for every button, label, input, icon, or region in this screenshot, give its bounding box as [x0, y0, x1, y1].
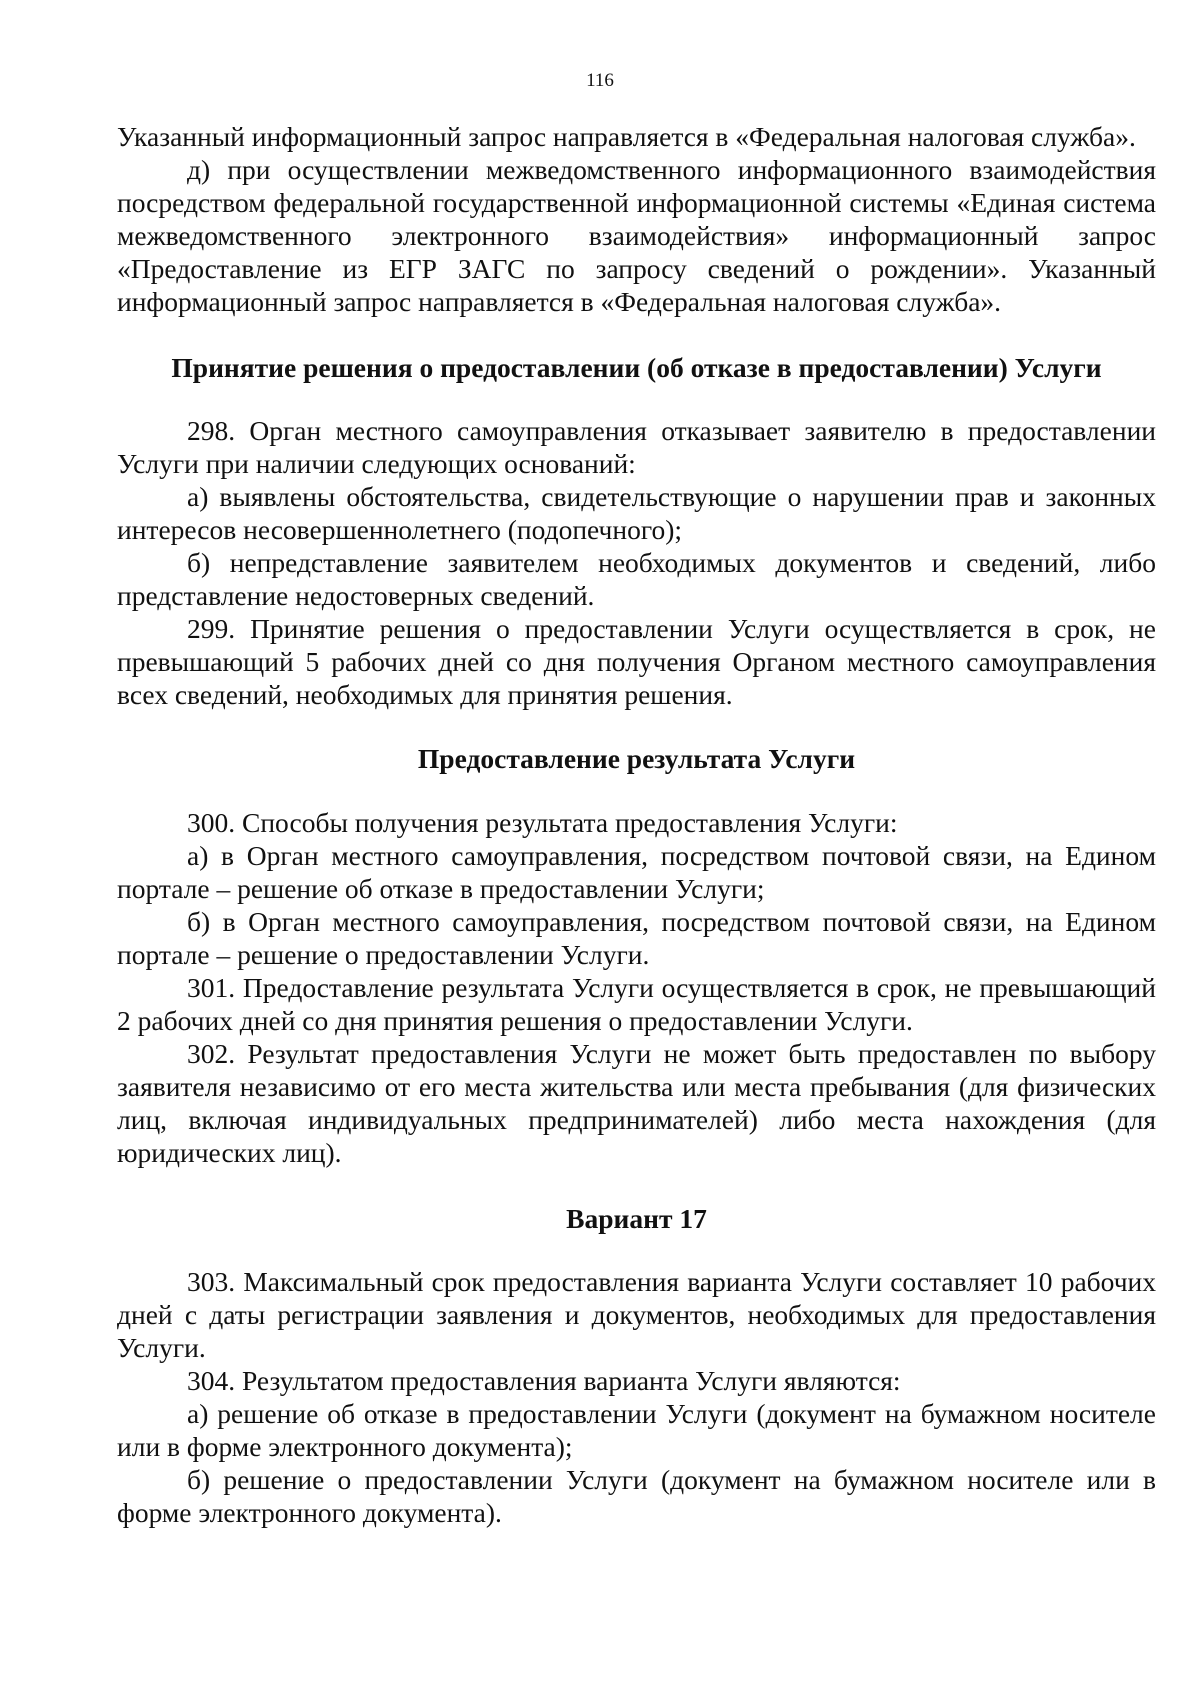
paragraph: а) решение об отказе в предоставлении Услуги (документ на бумажном носителе или в форме электронного документа);	[117, 1398, 1156, 1462]
paragraph: б) решение о предоставлении Услуги (документ на бумажном носителе или в форме электронного документа).	[117, 1464, 1156, 1528]
paragraph: 301. Предоставление результата Услуги осуществляется в срок, не превышающий 2 рабочих дней со дня принятия решения о предоставлении Услуги.	[117, 972, 1156, 1036]
paragraph: д) при осуществлении межведомственного информационного взаимодействия посредством федеральной государственной информационной системы «Единая система межведомственного электронного взаимодействия» информационный запрос «Предоставление из ЕГР ЗАГС по запросу сведений о рождении». Указанный информационный запрос направляется в «Федеральная налоговая служба».	[117, 154, 1156, 317]
paragraph: а) выявлены обстоятельства, свидетельствующие о нарушении прав и законных интересов несовершеннолетнего (подопечного);	[117, 481, 1156, 545]
paragraph: а) в Орган местного самоуправления, посредством почтовой связи, на Едином портале – решение об отказе в предоставлении Услуги;	[117, 840, 1156, 904]
paragraph: Указанный информационный запрос направляется в «Федеральная налоговая служба».	[117, 121, 1136, 152]
paragraph: 299. Принятие решения о предоставлении Услуги осуществляется в срок, не превышающий 5 рабочих дней со дня получения Органом местного самоуправления всех сведений, необходимых для принятия решения.	[117, 613, 1156, 710]
section-heading-decision: Принятие решения о предоставлении (об отказе в предоставлении) Услуги	[171, 352, 1102, 383]
section-heading-result: Предоставление результата Услуги	[417, 743, 856, 774]
document-body	[117, 120, 1156, 1529]
paragraph: 304. Результатом предоставления варианта Услуги являются:	[187, 1365, 901, 1396]
paragraph: 300. Способы получения результата предоставления Услуги:	[187, 807, 898, 838]
paragraph: 298. Орган местного самоуправления отказывает заявителю в предоставлении Услуги при наличии следующих оснований:	[117, 415, 1156, 479]
section-heading-variant: Вариант 17	[566, 1203, 707, 1234]
paragraph: б) в Орган местного самоуправления, посредством почтовой связи, на Едином портале – решение о предоставлении Услуги.	[117, 906, 1156, 970]
page-number: 116	[586, 70, 614, 91]
paragraph: 302. Результат предоставления Услуги не может быть предоставлен по выбору заявителя независимо от его места жительства или места пребывания (для физических лиц, включая индивидуальных предпринимателей) либо места нахождения (для юридических лиц).	[117, 1038, 1156, 1168]
paragraph: 303. Максимальный срок предоставления варианта Услуги составляет 10 рабочих дней с даты регистрации заявления и документов, необходимых для предоставления Услуги.	[117, 1266, 1156, 1363]
paragraph: б) непредставление заявителем необходимых документов и сведений, либо представление недостоверных сведений.	[117, 547, 1156, 611]
